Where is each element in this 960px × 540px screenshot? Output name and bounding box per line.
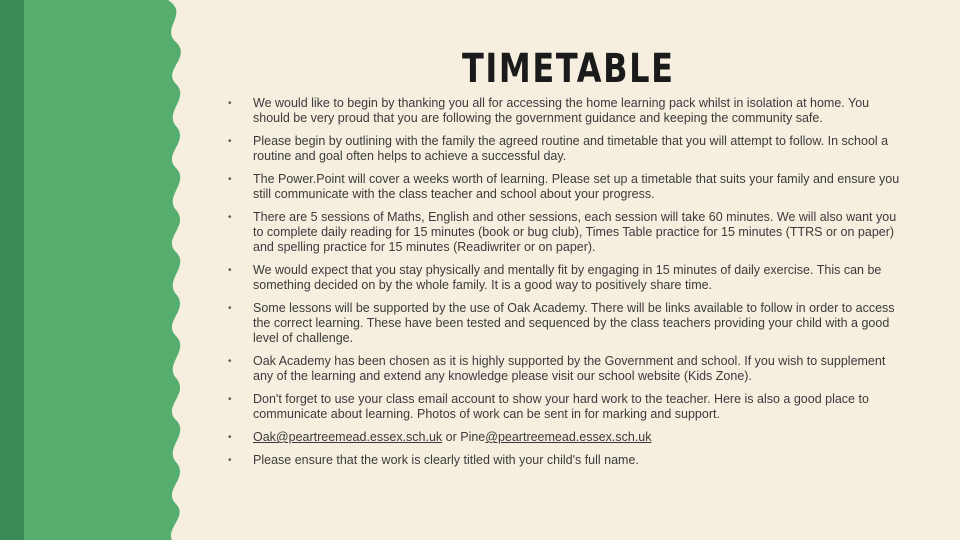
bullet-icon: • [228,356,232,367]
list-item-text: We would expect that you stay physically and mentally fit by engaging in 15 minutes of daily exercise. This can be something decided on by the whole family. It is a good way to positively share time. [253,263,882,292]
bullet-icon: • [228,265,232,276]
bullet-icon: • [228,212,232,223]
bullet-icon: • [228,455,232,466]
bullet-icon: • [228,174,232,185]
bullet-icon: • [228,432,232,443]
list-item [228,301,900,346]
list-item-text: Please ensure that the work is clearly titled with your child's full name. [253,453,639,467]
list-item-text: There are 5 sessions of Maths, English and other sessions, each session will take 60 minutes. We will also want you to complete daily reading for 15 minutes (book or bug club), Times Table practice for 15 minutes (TTRS or on paper) and spelling practice for 15 minutes (Readiwriter or on paper). [253,210,897,254]
bullet-icon: • [228,394,232,405]
pine-email-link[interactable]: @peartreemead.essex.sch.uk [485,430,652,444]
list-item [228,210,900,255]
list-item [228,134,900,164]
list-item-text: Oak Academy has been chosen as it is highly supported by the Government and school. If you wish to supplement any of the learning and extend any knowledge please visit our school website (Kids Zone). [253,354,886,383]
bullet-icon: • [228,303,232,314]
bullet-icon: • [228,136,232,147]
list-item-text: We would like to begin by thanking you all for accessing the home learning pack whilst in isolation at home. You should be very proud that you are following the government guidance and keeping the community safe. [253,96,870,125]
list-item [228,392,900,422]
list-item [228,263,900,293]
green-wave-border [0,0,200,540]
list-item [228,96,900,126]
bullet-icon: • [228,98,232,109]
instruction-list [228,96,900,476]
oak-email-link[interactable]: Oak@peartreemead.essex.sch.uk [253,430,443,444]
list-item-text: Some lessons will be supported by the use of Oak Academy. There will be links available to follow in order to access the correct learning. These have been tested and sequenced by the class teachers providing your child with a good level of challenge. [253,301,895,345]
list-item [228,172,900,202]
list-item-text: The Power.Point will cover a weeks worth of learning. Please set up a timetable that suits your family and ensure you still communicate with the class teacher and school about your progress. [253,172,900,201]
list-item-text: Please begin by outlining with the family the agreed routine and timetable that you will attempt to follow. In school a routine and goal often helps to achieve a successful day. [253,134,889,163]
list-item [228,453,900,468]
list-item [228,354,900,384]
list-item-text: Don't forget to use your class email account to show your hard work to the teacher. Here is also a good place to communicate about learning. Photos of work can be sent in for marking and support. [253,392,869,421]
email-list-item [228,430,900,445]
email-separator: or Pine [442,430,486,444]
page-title: TIMETABLE [462,46,675,92]
